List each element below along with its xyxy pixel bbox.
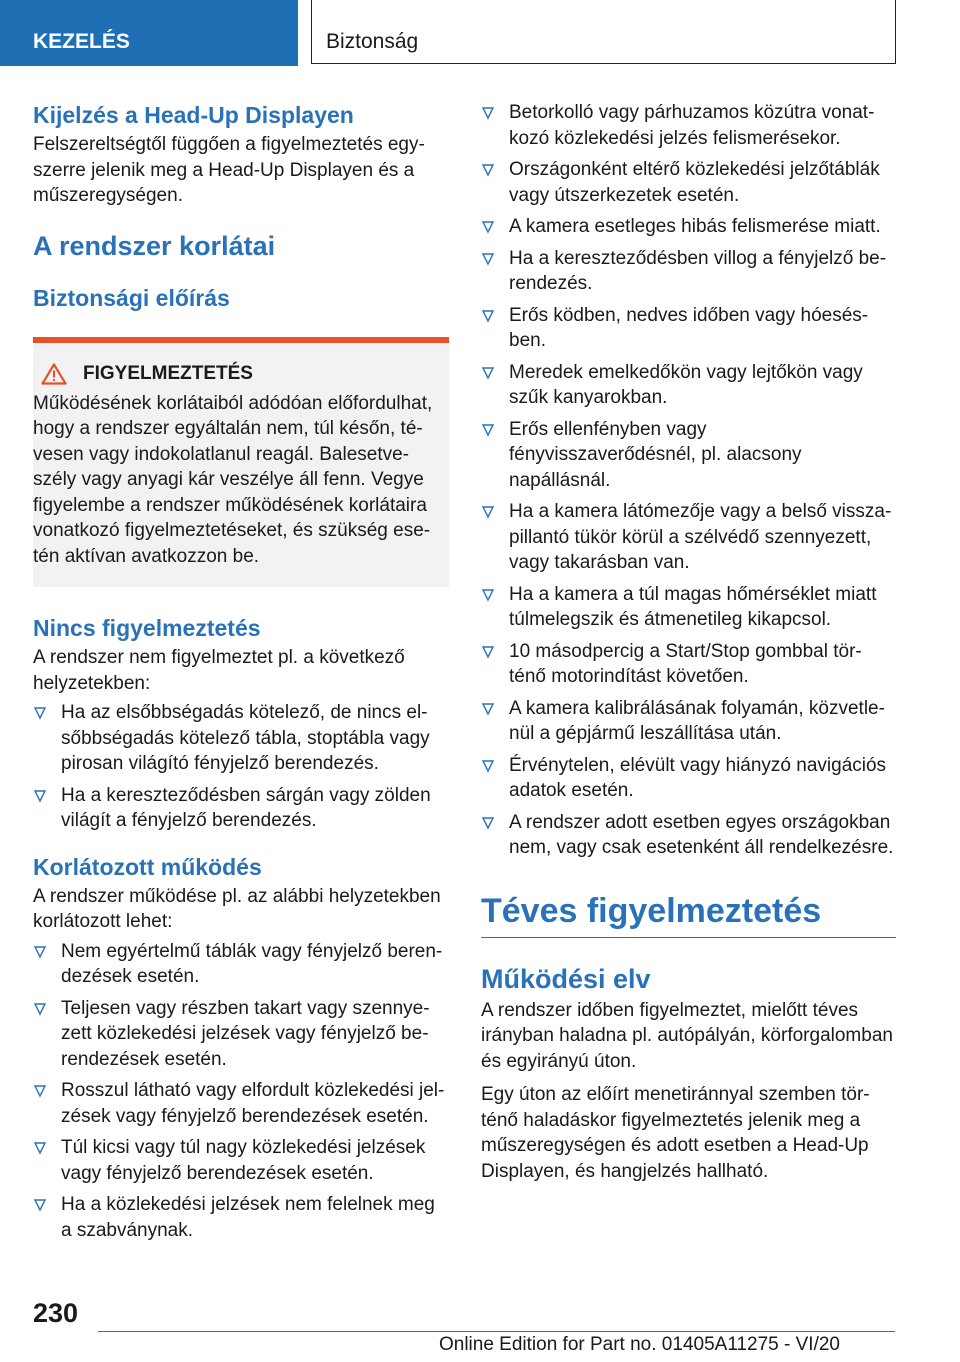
triangle-bullet-icon bbox=[33, 1198, 47, 1212]
triangle-bullet-icon bbox=[481, 309, 495, 323]
limited-heading: Korlátozott működés bbox=[33, 853, 262, 880]
warning-title: FIGYELMEZTETÉS bbox=[83, 362, 253, 384]
page-number: 230 bbox=[33, 1298, 79, 1328]
list-item: Erős ködben, nedves időben vagy hóesés-ben. bbox=[481, 303, 896, 354]
hud-heading: Kijelzés a Head-Up Displayen bbox=[33, 102, 354, 128]
list-item: Túl kicsi vagy túl nagy közlekedési jelzések vagy fényjelző berendezések esetén. bbox=[33, 1135, 449, 1186]
list-item: Erős ellenfényben vagy fényvisszaverődésnél, pl. alacsony napállásnál. bbox=[481, 417, 896, 494]
triangle-bullet-icon bbox=[481, 252, 495, 266]
no-warning-paragraph: A rendszer nem figyelmeztet pl. a következő helyzetekben: bbox=[33, 647, 405, 694]
list-item: Ha a kereszteződésben sárgán vagy zölden világít a fényjelző berendezés. bbox=[33, 783, 449, 834]
limits-heading: A rendszer korlátai bbox=[33, 230, 276, 261]
list-item: Ha a kamera látómezője vagy a belső vissza-pillantó tükör körül a szélvédő szennyezett, vagy takarásban van. bbox=[481, 499, 896, 576]
triangle-bullet-icon bbox=[33, 945, 47, 959]
triangle-bullet-icon bbox=[481, 423, 495, 437]
warning-text: Működésének korlátaiból adódóan előfordulhat, hogy a rendszer egyáltalán nem, túl későn, té-vesen vagy indokolatlanul reagál. Balesetve-szély vagy anyagi kár veszélye áll fenn. Vegye figyelembe a rendszer működésének korlátaira vonatkozó figyelmeztetéseket, és szükség ese-tén aktívan avatkozzon be. bbox=[33, 392, 433, 567]
triangle-bullet-icon bbox=[481, 366, 495, 380]
triangle-bullet-icon bbox=[481, 588, 495, 602]
principle-paragraph-1: A rendszer időben figyelmeztet, mielőtt téves irányban haladna pl. autópályán, körforgalomban és egyirányú úton. bbox=[481, 999, 893, 1072]
triangle-bullet-icon bbox=[481, 702, 495, 716]
list-item: Teljesen vagy részben takart vagy szennye-zett közlekedési jelzések vagy fényjelző be-rendezések esetén. bbox=[33, 996, 449, 1073]
safety-heading: Biztonsági előírás bbox=[33, 284, 230, 311]
triangle-bullet-icon bbox=[481, 759, 495, 773]
list-item: Érvénytelen, elévült vagy hiányzó navigációs adatok esetén. bbox=[481, 753, 896, 804]
warning-triangle-icon bbox=[41, 363, 67, 385]
false-warning-heading: Téves figyelmeztetés bbox=[481, 889, 896, 938]
list-item: A kamera esetleges hibás felismerése miatt. bbox=[481, 214, 896, 240]
list-item: 10 másodpercig a Start/Stop gombbal tör-ténő motorindítást követően. bbox=[481, 639, 896, 690]
no-warning-heading: Nincs figyelmeztetés bbox=[33, 615, 261, 641]
principle-heading: Működési elv bbox=[481, 963, 651, 994]
limited-list-continued bbox=[481, 100, 896, 861]
list-item: Meredek emelkedőkön vagy lejtőkön vagy szűk kanyarokban. bbox=[481, 360, 896, 411]
list-item: Országonként eltérő közlekedési jelzőtáblák vagy útszerkezetek esetén. bbox=[481, 157, 896, 208]
edition-text: Online Edition for Part no. 01405A11275 - VI/20 bbox=[438, 1334, 840, 1355]
principle-paragraph-2: Egy úton az előírt menetiránnyal szemben tör-ténő haladáskor figyelmeztetés jelenik meg a műszeregységen és adott esetben a Head-Up Displayen, és hangjelzés hallható. bbox=[481, 1084, 870, 1182]
list-item: A rendszer adott esetben egyes országokban nem, vagy csak esetenként áll rendelkezésre. bbox=[481, 810, 896, 861]
list-item: Ha az elsőbbségadás kötelező, de nincs el-sőbbségadás kötelező tábla, stoptábla vagy pirosan világító fényjelző berendezés. bbox=[33, 700, 449, 777]
triangle-bullet-icon bbox=[481, 220, 495, 234]
limited-paragraph: A rendszer működése pl. az alábbi helyzetekben korlátozott lehet: bbox=[33, 885, 441, 932]
list-item: A kamera kalibrálásának folyamán, közvetle-nül a gépjármű leszállítása után. bbox=[481, 696, 896, 747]
triangle-bullet-icon bbox=[33, 1084, 47, 1098]
hud-paragraph: Felszereltségtől függően a figyelmeztetés egy-szerre jelenik meg a Head-Up Displayen és a műszeregységen. bbox=[33, 134, 425, 206]
triangle-bullet-icon bbox=[33, 1141, 47, 1155]
list-item: Ha a közlekedési jelzések nem felelnek meg a szabványnak. bbox=[33, 1192, 449, 1243]
right-column bbox=[481, 100, 896, 1184]
triangle-bullet-icon bbox=[481, 505, 495, 519]
section-tab: KEZELÉS bbox=[0, 0, 298, 66]
triangle-bullet-icon bbox=[481, 816, 495, 830]
list-item: Ha a kamera a túl magas hőmérséklet miatt túlmelegszik és átmenetileg kikapcsol. bbox=[481, 582, 896, 633]
triangle-bullet-icon bbox=[481, 163, 495, 177]
triangle-bullet-icon bbox=[481, 645, 495, 659]
list-item: Nem egyértelmű táblák vagy fényjelző beren-dezések esetén. bbox=[33, 939, 449, 990]
list-item: Rosszul látható vagy elfordult közlekedési jel-zések vagy fényjelző berendezések esetén. bbox=[33, 1078, 449, 1129]
page-header bbox=[0, 0, 960, 66]
list-item: Ha a kereszteződésben villog a fényjelző be-rendezés. bbox=[481, 246, 896, 297]
list-item: Betorkolló vagy párhuzamos közútra vonat-kozó közlekedési jelzés felismerésekor. bbox=[481, 100, 896, 151]
chapter-title: Biztonság bbox=[311, 0, 896, 64]
triangle-bullet-icon bbox=[481, 106, 495, 120]
footer-edition bbox=[300, 1330, 900, 1360]
warning-header bbox=[33, 361, 439, 387]
triangle-bullet-icon bbox=[33, 706, 47, 720]
no-warning-list bbox=[33, 700, 449, 834]
left-column bbox=[33, 100, 449, 1249]
warning-box bbox=[33, 337, 449, 588]
triangle-bullet-icon bbox=[33, 1002, 47, 1016]
limited-list bbox=[33, 939, 449, 1244]
triangle-bullet-icon bbox=[33, 789, 47, 803]
